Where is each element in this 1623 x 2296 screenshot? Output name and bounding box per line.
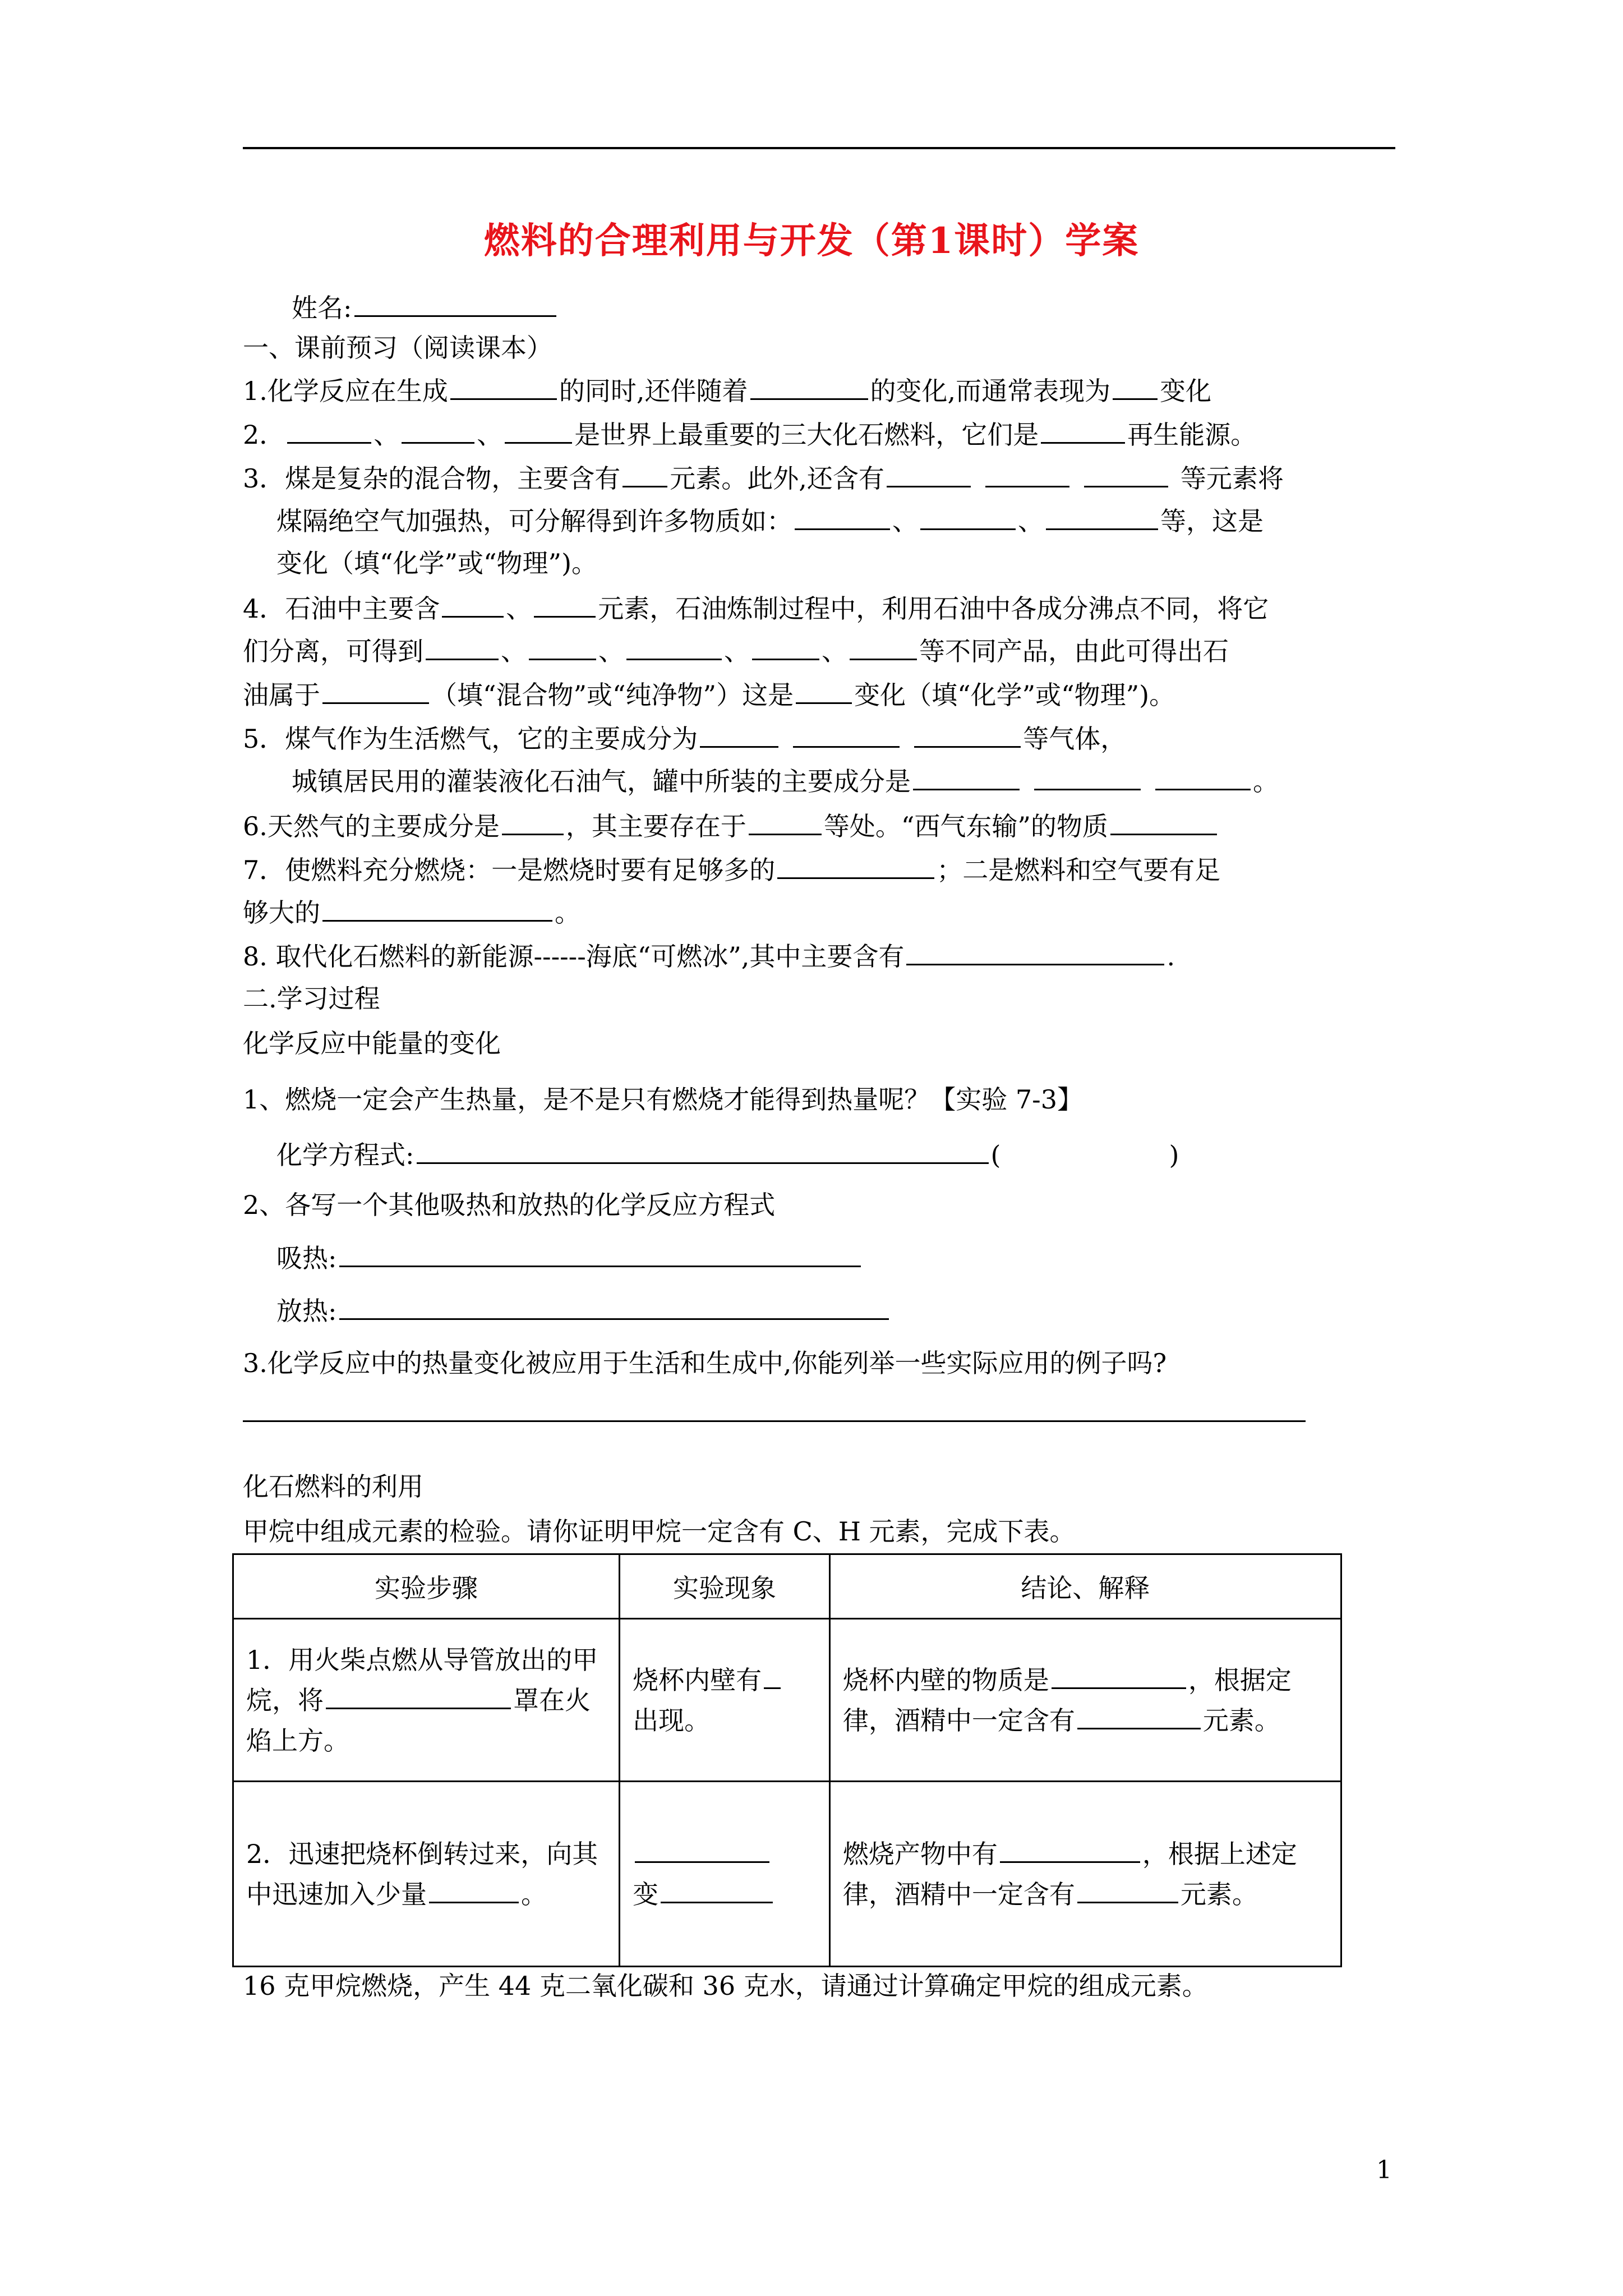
q4-blank[interactable] xyxy=(426,634,499,660)
q2-blank[interactable] xyxy=(287,417,371,444)
table-row xyxy=(233,1619,1341,1782)
row2-concl-blank[interactable] xyxy=(1077,1877,1178,1903)
q7-blank[interactable] xyxy=(777,853,934,879)
row2-phen-blank[interactable] xyxy=(661,1877,773,1903)
q1-blank[interactable] xyxy=(750,374,868,400)
q4-line3: 油属于 （填“混合物”或“纯净物”）这是 变化（填“化学”或“物理”)。 xyxy=(243,678,1175,712)
q4-line2: 们分离，可得到 、 、 、 、 等不同产品，由此可得出石 xyxy=(243,634,1229,668)
q5-blank[interactable] xyxy=(793,721,900,748)
q3-blank[interactable] xyxy=(985,461,1069,487)
answer-line[interactable] xyxy=(243,1420,1306,1422)
q4-blank[interactable] xyxy=(529,634,596,660)
header-conclusion: 结论、解释 xyxy=(829,1554,1341,1619)
q2: 2． 、 、 是世界上最重要的三大化石燃料，它们是 再生能源。 xyxy=(243,417,1256,452)
section2-heading: 二.学习过程 xyxy=(243,983,380,1014)
row2-phen-blank[interactable] xyxy=(635,1837,769,1863)
row1-phenomenon: 烧杯内壁有 出现。 xyxy=(620,1619,830,1782)
table-row xyxy=(233,1782,1341,1967)
equation-blank[interactable] xyxy=(417,1138,989,1164)
q7-line2: 够大的 。 xyxy=(243,895,580,930)
q6-blank[interactable] xyxy=(749,809,822,835)
q4-blank[interactable] xyxy=(442,591,504,618)
q1-blank[interactable] xyxy=(1113,374,1158,400)
row1-concl-blank[interactable] xyxy=(1052,1663,1186,1689)
q2-blank[interactable] xyxy=(1041,417,1125,444)
q4-blank[interactable] xyxy=(752,634,819,660)
q5-blank[interactable] xyxy=(1155,764,1251,790)
row1-concl-blank[interactable] xyxy=(1077,1703,1201,1729)
q5-line2: 城镇居民用的灌装液化石油气，罐中所装的主要成分是 。 xyxy=(292,764,1279,798)
subheading-fossil: 化石燃料的利用 xyxy=(243,1471,423,1502)
release-blank[interactable] xyxy=(339,1294,889,1320)
q2-blank[interactable] xyxy=(505,417,572,444)
release-line: 放热: xyxy=(276,1294,891,1328)
row2-step-blank[interactable] xyxy=(429,1877,519,1903)
name-line xyxy=(292,291,559,325)
q2-blank[interactable] xyxy=(402,417,474,444)
header-rule xyxy=(243,147,1395,149)
q4-blank[interactable] xyxy=(796,678,852,704)
q6: 6.天然气的主要成分是 ，其主要存在于 等处。“西气东输”的物质 xyxy=(243,809,1219,843)
absorb-blank[interactable] xyxy=(339,1241,861,1267)
q3-line2: 煤隔绝空气加强热，可分解得到许多物质如： 、 、 等，这是 xyxy=(276,504,1264,538)
q8: 8. 取代化石燃料的新能源------海底“可燃冰”,其中主要含有 . xyxy=(243,939,1175,973)
row1-conclusion: 烧杯内壁的物质是 ，根据定律，酒精中一定含有 元素。 xyxy=(829,1619,1341,1782)
q6-blank[interactable] xyxy=(502,809,564,835)
q5-blank[interactable] xyxy=(1034,764,1141,790)
row1-step-blank[interactable] xyxy=(326,1683,511,1709)
absorb-line: 吸热: xyxy=(276,1241,863,1275)
row1-step: 1．用火柴点燃从导管放出的甲烷，将 罩在火焰上方。 xyxy=(233,1619,620,1782)
row2-concl-blank[interactable] xyxy=(1000,1837,1140,1863)
subheading-energy: 化学反应中能量的变化 xyxy=(243,1028,501,1059)
q5-line1: 5．煤气作为生活燃气，它的主要成分为 等气体， xyxy=(243,721,1126,756)
q1-blank[interactable] xyxy=(450,374,557,400)
q3-blank[interactable] xyxy=(795,504,890,530)
section1-heading: 一、课前预习（阅读课本） xyxy=(243,333,552,363)
q6-blank[interactable] xyxy=(1110,809,1217,835)
row2-step: 2．迅速把烧杯倒转过来，向其中迅速加入少量 。 xyxy=(233,1782,620,1967)
q4-blank[interactable] xyxy=(322,678,429,704)
q7-line1: 7．使燃料充分燃烧：一是燃烧时要有足够多的 ；二是燃料和空气要有足 xyxy=(243,853,1220,887)
q5-blank[interactable] xyxy=(914,721,1021,748)
methane-instruction: 甲烷中组成元素的检验。请你证明甲烷一定含有 C、H 元素，完成下表。 xyxy=(243,1516,1076,1547)
name-blank[interactable] xyxy=(354,291,556,317)
question-3: 3.化学反应中的热量变化被应用于生活和生成中,你能列举一些实际应用的例子吗? xyxy=(243,1348,1167,1378)
q3-line1: 3．煤是复杂的混合物，主要含有 元素。此外,还含有 等元素将 xyxy=(243,461,1284,495)
q4-blank[interactable] xyxy=(626,634,722,660)
name-label: 姓名: xyxy=(292,293,352,323)
q5-blank[interactable] xyxy=(700,721,778,748)
q4-blank[interactable] xyxy=(850,634,917,660)
row1-phen-blank[interactable] xyxy=(764,1663,781,1689)
q7-blank[interactable] xyxy=(322,895,552,922)
header-phenomenon: 实验现象 xyxy=(620,1554,830,1619)
q3-blank[interactable] xyxy=(623,461,667,487)
table-header-row xyxy=(233,1554,1341,1619)
equation-line: 化学方程式: ( ) xyxy=(276,1138,1179,1172)
q3-blank[interactable] xyxy=(887,461,971,487)
q4-blank[interactable] xyxy=(534,591,596,618)
q8-blank[interactable] xyxy=(906,939,1164,965)
experiment-table xyxy=(232,1553,1342,1967)
page-title: 燃料的合理利用与开发（第1课时）学案 xyxy=(483,220,1140,262)
page-number: 1 xyxy=(1376,2156,1392,2184)
header-step: 实验步骤 xyxy=(233,1554,620,1619)
q4-line1: 4．石油中主要含 、 元素，石油炼制过程中，利用石油中各成分沸点不同，将它 xyxy=(243,591,1269,625)
q1: 1.化学反应在生成 的同时,还伴随着 的变化,而通常表现为 变化 xyxy=(243,374,1211,408)
q3-blank[interactable] xyxy=(1046,504,1158,530)
q3-blank[interactable] xyxy=(1084,461,1168,487)
q5-blank[interactable] xyxy=(913,764,1020,790)
row2-phenomenon: 变 xyxy=(620,1782,830,1967)
q3-blank[interactable] xyxy=(920,504,1016,530)
question-2: 2、各写一个其他吸热和放热的化学反应方程式 xyxy=(243,1190,776,1220)
row2-conclusion: 燃烧产物中有 ，根据上述定律，酒精中一定含有 元素。 xyxy=(829,1782,1341,1967)
question-1: 1、燃烧一定会产生热量，是不是只有燃烧才能得到热量呢？【实验 7-3】 xyxy=(243,1084,1083,1115)
calculation-question: 16 克甲烷燃烧，产生 44 克二氧化碳和 36 克水，请通过计算确定甲烷的组成元素。 xyxy=(243,1971,1208,2001)
q3-line3: 变化（填“化学”或“物理”)。 xyxy=(276,548,598,578)
